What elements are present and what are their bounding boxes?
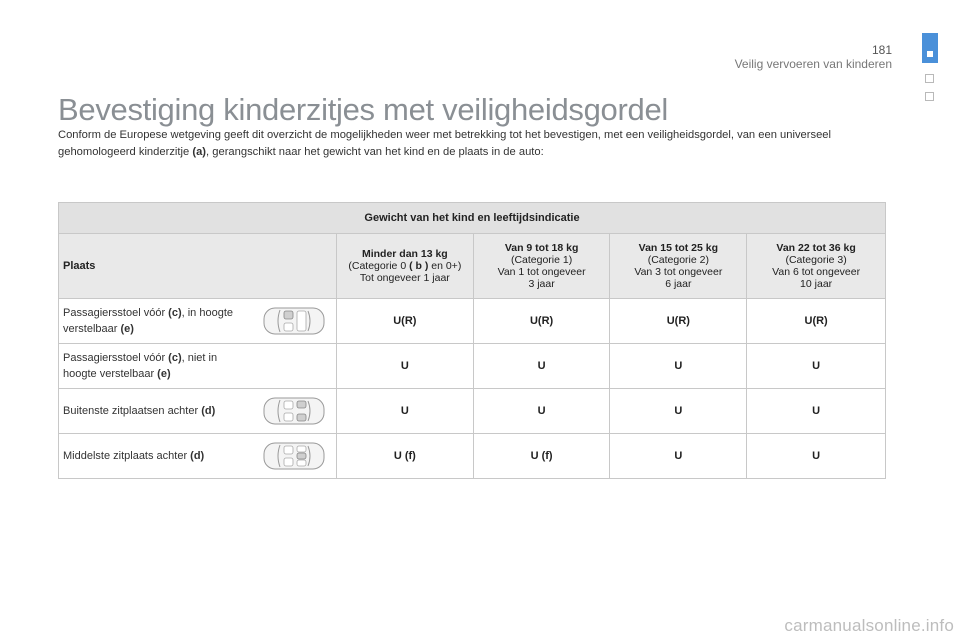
intro-note-ref: (a) (192, 146, 207, 158)
value-cell: U(R) (610, 299, 747, 344)
seat-label: Buitenste zitplaatsen achter (d) (63, 405, 216, 417)
seat-cell (59, 389, 337, 434)
value-cell: U (747, 434, 886, 479)
watermark: carmanualsonline.info (784, 616, 954, 635)
page-number: 181 (871, 43, 892, 57)
table-row (59, 299, 886, 344)
chapter-tab[interactable] (925, 92, 934, 101)
intro-paragraph (58, 127, 878, 161)
value-cell: U (336, 389, 473, 434)
seat-cell (59, 434, 337, 479)
seat-cell (59, 299, 337, 344)
value-cell: U (610, 344, 747, 389)
section-title: Veilig vervoeren van kinderen (734, 57, 892, 71)
table-row (59, 434, 886, 479)
value-cell: U (747, 389, 886, 434)
table-row (59, 389, 886, 434)
category-header: Minder dan 13 kg (Categorie 0 ( b ) en 0+) Tot ongeveer 1 jaar (336, 234, 473, 299)
value-cell: U (610, 434, 747, 479)
category-header: Van 15 tot 25 kg (Categorie 2) Van 3 tot ongeveer 6 jaar (610, 234, 747, 299)
car-seat-rear-outer-icon (262, 395, 328, 427)
car-seat-rear-middle-icon (262, 440, 328, 472)
seat-label: Passagiersstoel vóór (c), niet in hoogte verstelbaar (e) (63, 352, 218, 380)
value-cell: U (f) (336, 434, 473, 479)
tab-square-icon (927, 51, 933, 57)
chapter-tab[interactable] (925, 74, 934, 83)
value-cell: U (473, 389, 610, 434)
table-group-header: Gewicht van het kind en leeftijdsindicatie (59, 203, 886, 234)
plaats-header: Plaats (59, 234, 337, 299)
value-cell: U(R) (747, 299, 886, 344)
shared-car-icon-space (262, 350, 328, 382)
value-cell: U (f) (473, 434, 610, 479)
table-row (59, 344, 886, 389)
category-header: Van 9 tot 18 kg (Categorie 1) Van 1 tot ongeveer 3 jaar (473, 234, 610, 299)
child-seat-table (58, 202, 886, 479)
seat-label: Middelste zitplaats achter (d) (63, 450, 205, 462)
value-cell: U (747, 344, 886, 389)
value-cell: U(R) (473, 299, 610, 344)
category-header: Van 22 tot 36 kg (Categorie 3) Van 6 tot ongeveer 10 jaar (747, 234, 886, 299)
seat-cell (59, 344, 337, 389)
intro-text: Conform de Europese wetgeving geeft dit overzicht de mogelijkheden weer met betrekking tot het bevestigen, met een veiligheidsgordel, van een universeel gehomologeerd kinderzitje (58, 129, 832, 158)
car-seat-front-icon (262, 305, 328, 337)
page-title: Bevestiging kinderzitjes met veiligheidsgordel (58, 92, 668, 127)
intro-text-end: , gerangschikt naar het gewicht van het kind en de plaats in de auto: (206, 146, 544, 158)
value-cell: U(R) (336, 299, 473, 344)
value-cell: U (336, 344, 473, 389)
value-cell: U (473, 344, 610, 389)
value-cell: U (610, 389, 747, 434)
seat-label: Passagiersstoel vóór (c), in hoogte verstelbaar (e) (63, 307, 233, 335)
chapter-tab-active[interactable] (922, 33, 938, 63)
